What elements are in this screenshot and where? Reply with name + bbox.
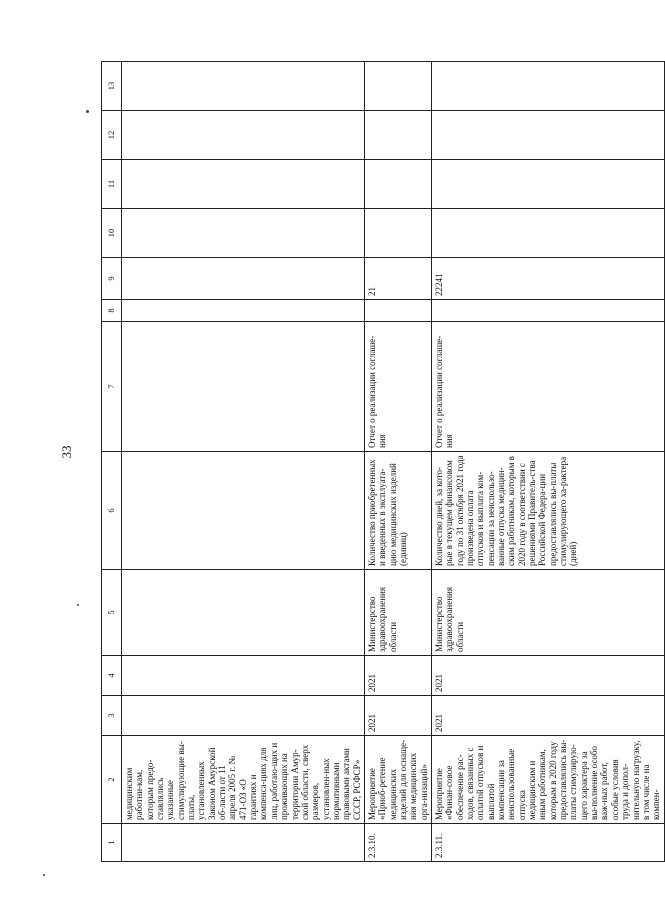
header-cell: 3	[102, 696, 122, 736]
report-form	[122, 322, 365, 452]
value-cell	[122, 209, 365, 258]
page-number: 33	[59, 445, 74, 459]
scan-speck	[43, 874, 45, 876]
value-cell	[431, 209, 664, 258]
value-cell	[364, 111, 431, 160]
table-row	[364, 62, 431, 862]
table-row	[431, 62, 664, 862]
value-cell: 22241	[431, 258, 664, 300]
indicator	[122, 452, 365, 570]
row-number: 2.3.10.	[364, 824, 431, 862]
header-cell: 11	[102, 160, 122, 209]
header-cell: 10	[102, 209, 122, 258]
value-cell	[122, 258, 365, 300]
value-cell	[122, 62, 365, 111]
value-cell	[122, 111, 365, 160]
indicator: Количество приобретенных и введенных в эксплуата-цию медицинских изделий (единиц)	[364, 452, 431, 570]
start-year: 2021	[431, 696, 664, 736]
table-row	[122, 62, 365, 862]
end-year: 2021	[431, 656, 664, 696]
header-row	[102, 62, 122, 862]
value-cell	[122, 160, 365, 209]
scan-speck	[77, 604, 79, 606]
header-cell: 2	[102, 736, 122, 824]
header-cell: 8	[102, 300, 122, 322]
header-cell: 1	[102, 824, 122, 862]
executor: Министерство здравоохранения области	[364, 570, 431, 656]
report-form: Отчет о реализации соглаше-ния	[364, 322, 431, 452]
activity-name: медицинским работни-кам, которым предо-ставлялись указанные стимулирующие вы-платы, установленных Законом Амурской об-ласти от 11 апреля 2005 г. № 471-ОЗ «О гарантиях и компенса-циях для лиц, работаю-щих и проживающих на территории Амур-ской области, сверх размеров, установлен-ных нормативными правовыми актами СССР, РСФСР»	[122, 736, 365, 824]
value-cell	[431, 160, 664, 209]
row-number	[122, 824, 365, 862]
executor: Министерство здравоохранения области	[431, 570, 664, 656]
header-cell: 7	[102, 322, 122, 452]
executor	[122, 570, 365, 656]
value-cell	[364, 209, 431, 258]
value-cell	[431, 111, 664, 160]
end-year: 2021	[364, 656, 431, 696]
start-year: 2021	[364, 696, 431, 736]
value-cell: 21	[364, 258, 431, 300]
header-cell: 6	[102, 452, 122, 570]
header-cell: 9	[102, 258, 122, 300]
activity-name: Мероприятие «Приоб-ретение медицинских изделий для оснаще-ния медицинских орга-низаций»	[364, 736, 431, 824]
value-cell	[364, 300, 431, 322]
value-cell	[431, 62, 664, 111]
activity-name: Мероприятие «Финан-совое обеспечение рас-ходов, связанных с оплатой отпусков и выплатой компенсации за неиспользованные отпуска медицинским и иным работникам, которым в 2020 году предоставлялись вы-платы стимулирую-щего характера за вы-полнение особо важ-ных работ, особые условия труда и допол-нительную нагрузку, в том числе на компен-	[431, 736, 664, 824]
end-year	[122, 656, 365, 696]
value-cell	[431, 300, 664, 322]
header-cell: 13	[102, 62, 122, 111]
activities-table	[101, 61, 665, 862]
value-cell	[364, 62, 431, 111]
rotated-table-frame	[101, 62, 662, 862]
value-cell	[364, 160, 431, 209]
scan-speck	[86, 110, 89, 113]
value-cell	[122, 300, 365, 322]
header-cell: 4	[102, 656, 122, 696]
row-number: 2.3.11.	[431, 824, 664, 862]
indicator: Количество дней, за кото-рые в текущем финансовом году по 31 октября 2021 года произведена оплата отпусков и выплата ком-пенсации за неиспользо-ванные отпуска медицин-ским работникам, которым в 2020 году в соответствии с решениями Правитель-ства Российской Федера-ции предоставлялись вы-платы стимулирующего ха-рактера (дней)	[431, 452, 664, 570]
report-form: Отчет о реализации соглаше-ния	[431, 322, 664, 452]
header-cell: 5	[102, 570, 122, 656]
header-cell: 12	[102, 111, 122, 160]
start-year	[122, 696, 365, 736]
